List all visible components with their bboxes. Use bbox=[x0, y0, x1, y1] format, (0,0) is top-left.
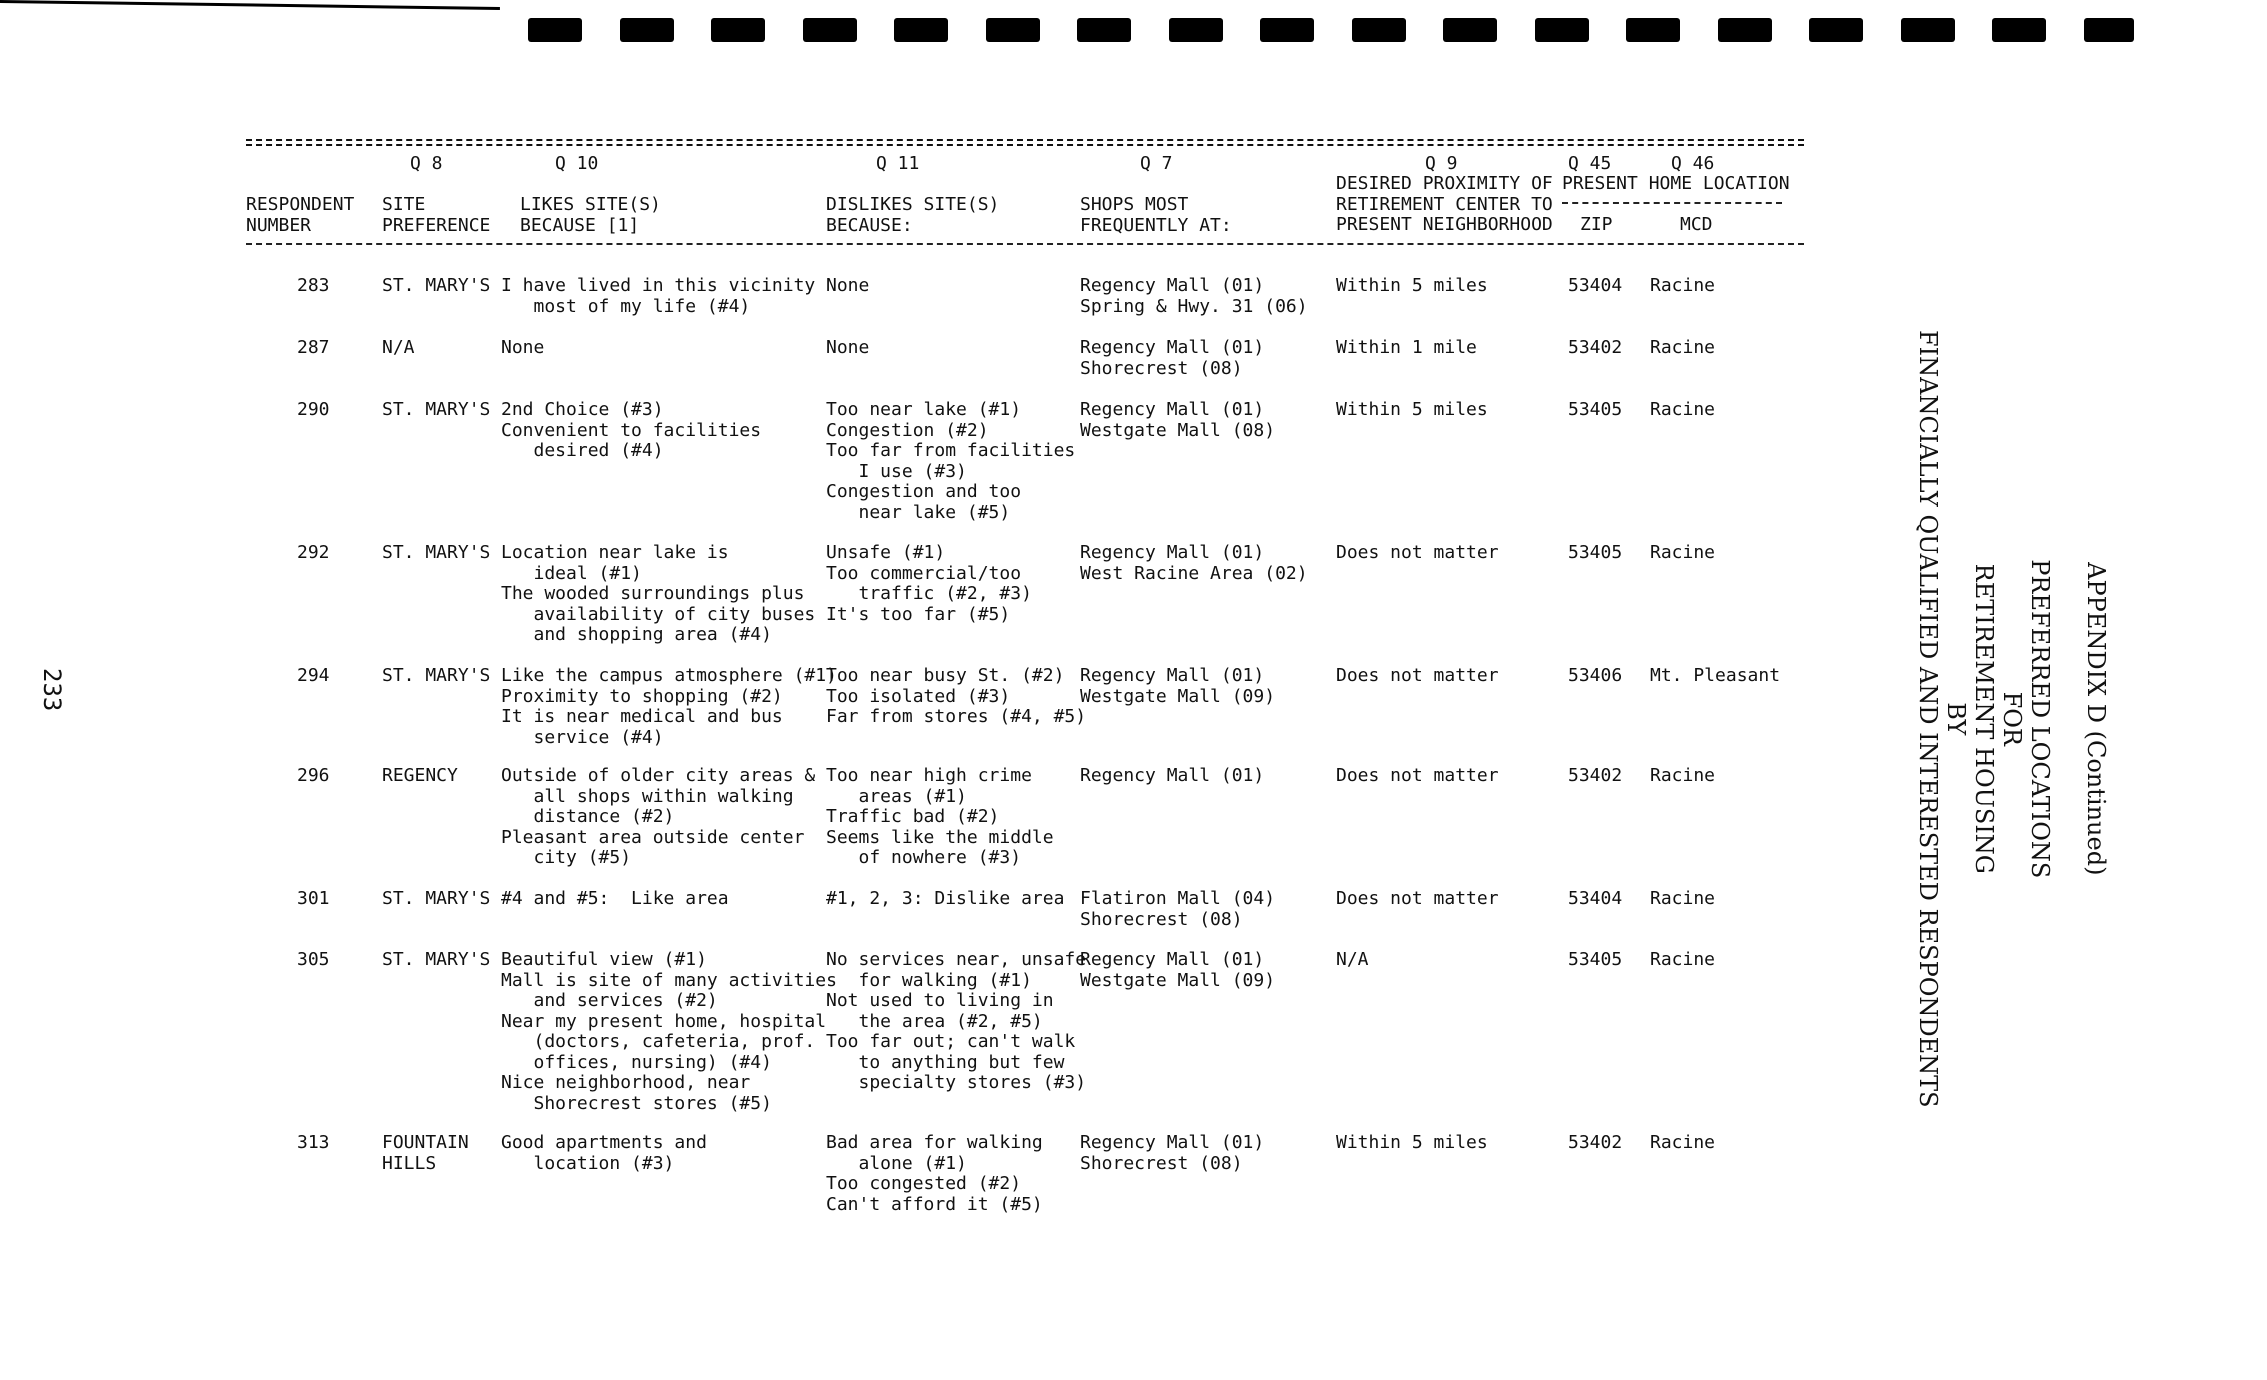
shops-text: Regency Mall (01) Shorecrest (08) bbox=[1080, 337, 1265, 379]
punch-hole bbox=[2084, 18, 2134, 42]
shops-text: Regency Mall (01) West Racine Area (02) bbox=[1080, 542, 1308, 584]
header-bottom-rule bbox=[246, 243, 1804, 245]
respondent-number: 292 bbox=[297, 542, 330, 563]
proximity-text: Does not matter bbox=[1336, 665, 1499, 686]
header-home-location: PRESENT HOME LOCATION bbox=[1562, 173, 1790, 194]
mcd-text: Racine bbox=[1650, 275, 1716, 296]
col-q10: Q 10 bbox=[555, 153, 599, 174]
proximity-text: Within 5 miles bbox=[1336, 275, 1488, 296]
likes-text: 2nd Choice (#3) Convenient to facilities desired (#4) bbox=[501, 399, 762, 461]
header-shops: SHOPS MOST FREQUENTLY AT: bbox=[1080, 194, 1232, 236]
header-dislikes: DISLIKES SITE(S) BECAUSE: bbox=[826, 194, 1000, 236]
title-line: RETIREMENT HOUSING bbox=[1970, 563, 1998, 874]
site-preference: N/A bbox=[382, 337, 415, 358]
header-likes: LIKES SITE(S) BECAUSE [1] bbox=[520, 194, 661, 236]
header-mcd: MCD bbox=[1680, 214, 1713, 235]
mcd-text: Racine bbox=[1650, 949, 1716, 970]
proximity-text: N/A bbox=[1336, 949, 1369, 970]
proximity-text: Within 5 miles bbox=[1336, 399, 1488, 420]
title-line: FOR bbox=[1998, 691, 2026, 746]
shops-text: Regency Mall (01) Shorecrest (08) bbox=[1080, 1132, 1265, 1174]
dislikes-text: None bbox=[826, 275, 870, 296]
respondent-number: 301 bbox=[297, 888, 330, 909]
col-q9: Q 9 bbox=[1425, 153, 1458, 174]
respondent-number: 305 bbox=[297, 949, 330, 970]
likes-text: None bbox=[501, 337, 545, 358]
zip-code: 53405 bbox=[1568, 399, 1623, 420]
proximity-text: Does not matter bbox=[1336, 765, 1499, 786]
zip-code: 53402 bbox=[1568, 765, 1623, 786]
shops-text: Regency Mall (01) Westgate Mall (08) bbox=[1080, 399, 1276, 441]
proximity-text: Within 5 miles bbox=[1336, 1132, 1488, 1153]
header-rule bbox=[246, 144, 1804, 146]
likes-text: Outside of older city areas & all shops within walking distance (#2) Pleasant area outside center city (#5) bbox=[501, 765, 816, 868]
proximity-text: Within 1 mile bbox=[1336, 337, 1477, 358]
title-line: PREFERRED LOCATIONS bbox=[2026, 559, 2054, 879]
likes-text: Beautiful view (#1) Mall is site of many activities and services (#2) Near my present home, hospital (doctors, cafeteria, prof. offices, nursing) (#4) Nice neighborhood, near Shorecrest stores (#5) bbox=[501, 949, 837, 1114]
likes-text: #4 and #5: Like area bbox=[501, 888, 729, 909]
respondent-number: 313 bbox=[297, 1132, 330, 1153]
zip-code: 53405 bbox=[1568, 542, 1623, 563]
mcd-text: Racine bbox=[1650, 337, 1716, 358]
mcd-text: Racine bbox=[1650, 1132, 1716, 1153]
mcd-text: Racine bbox=[1650, 542, 1716, 563]
col-q11: Q 11 bbox=[876, 153, 920, 174]
respondent-number: 290 bbox=[297, 399, 330, 420]
shops-text: Regency Mall (01) bbox=[1080, 765, 1265, 786]
col-q45: Q 45 bbox=[1568, 153, 1612, 174]
zip-code: 53404 bbox=[1568, 888, 1623, 909]
header-proximity: DESIRED PROXIMITY OF RETIREMENT CENTER TO PRESENT NEIGHBORHOOD bbox=[1336, 173, 1553, 235]
site-preference: ST. MARY'S bbox=[382, 542, 491, 563]
respondent-number: 294 bbox=[297, 665, 330, 686]
title-line bbox=[2054, 330, 2082, 1108]
dislikes-text: None bbox=[826, 337, 870, 358]
col-q8: Q 8 bbox=[410, 153, 443, 174]
mcd-text: Racine bbox=[1650, 888, 1716, 909]
home-location-rule bbox=[1562, 202, 1782, 204]
title-line: APPENDIX D (Continued) bbox=[2082, 562, 2110, 876]
site-preference: ST. MARY'S bbox=[382, 665, 491, 686]
dislikes-text: Too near busy St. (#2) Too isolated (#3) Far from stores (#4, #5) bbox=[826, 665, 1087, 727]
likes-text: Like the campus atmosphere (#1) Proximity to shopping (#2) It is near medical and bus service (#4) bbox=[501, 665, 837, 748]
mcd-text: Racine bbox=[1650, 399, 1716, 420]
zip-code: 53402 bbox=[1568, 337, 1623, 358]
punch-hole bbox=[1901, 18, 1955, 42]
shops-text: Regency Mall (01) Westgate Mall (09) bbox=[1080, 949, 1276, 991]
zip-code: 53406 bbox=[1568, 665, 1623, 686]
respondent-number: 287 bbox=[297, 337, 330, 358]
site-preference: FOUNTAIN HILLS bbox=[382, 1132, 469, 1174]
respondent-number: 283 bbox=[297, 275, 330, 296]
dislikes-text: #1, 2, 3: Dislike area bbox=[826, 888, 1065, 909]
likes-text: I have lived in this vicinity most of my life (#4) bbox=[501, 275, 816, 317]
dislikes-text: Too near high crime areas (#1) Traffic bad (#2) Seems like the middle of nowhere (#3) bbox=[826, 765, 1054, 868]
header-rule bbox=[246, 139, 1804, 141]
likes-text: Good apartments and location (#3) bbox=[501, 1132, 707, 1174]
title-line: BY bbox=[1942, 702, 1970, 736]
likes-text: Location near lake is ideal (#1) The wooded surroundings plus availability of city buses and shopping area (#4) bbox=[501, 542, 816, 645]
shops-text: Regency Mall (01) Westgate Mall (09) bbox=[1080, 665, 1276, 707]
zip-code: 53405 bbox=[1568, 949, 1623, 970]
mcd-text: Mt. Pleasant bbox=[1650, 665, 1781, 686]
site-preference: ST. MARY'S bbox=[382, 399, 491, 420]
page-number: 233 bbox=[38, 668, 66, 712]
respondent-number: 296 bbox=[297, 765, 330, 786]
dislikes-text: Bad area for walking alone (#1) Too congested (#2) Can't afford it (#5) bbox=[826, 1132, 1043, 1215]
zip-code: 53402 bbox=[1568, 1132, 1623, 1153]
shops-text: Regency Mall (01) Spring & Hwy. 31 (06) bbox=[1080, 275, 1308, 317]
zip-code: 53404 bbox=[1568, 275, 1623, 296]
mcd-text: Racine bbox=[1650, 765, 1716, 786]
dislikes-text: Unsafe (#1) Too commercial/too traffic (#2, #3) It's too far (#5) bbox=[826, 542, 1032, 625]
punch-hole bbox=[1992, 18, 2046, 42]
col-q7: Q 7 bbox=[1140, 153, 1173, 174]
title-block bbox=[1914, 330, 2110, 1108]
header-site-preference: SITE PREFERENCE bbox=[382, 194, 491, 236]
dislikes-text: No services near, unsafe for walking (#1) Not used to living in the area (#2, #5) Too far out; can't walk to anything but few specialty stores (#3) bbox=[826, 949, 1087, 1093]
header-zip: ZIP bbox=[1580, 214, 1613, 235]
site-preference: REGENCY bbox=[382, 765, 458, 786]
dislikes-text: Too near lake (#1) Congestion (#2) Too far from facilities I use (#3) Congestion and too near lake (#5) bbox=[826, 399, 1076, 523]
title-line: FINANCIALLY QUALIFIED AND INTERESTED RESPONDENTS bbox=[1914, 330, 1942, 1108]
col-q46: Q 46 bbox=[1671, 153, 1715, 174]
shops-text: Flatiron Mall (04) Shorecrest (08) bbox=[1080, 888, 1276, 930]
proximity-text: Does not matter bbox=[1336, 542, 1499, 563]
site-preference: ST. MARY'S bbox=[382, 949, 491, 970]
site-preference: ST. MARY'S bbox=[382, 888, 491, 909]
site-preference: ST. MARY'S bbox=[382, 275, 491, 296]
proximity-text: Does not matter bbox=[1336, 888, 1499, 909]
header-respondent: RESPONDENT NUMBER bbox=[246, 194, 355, 236]
